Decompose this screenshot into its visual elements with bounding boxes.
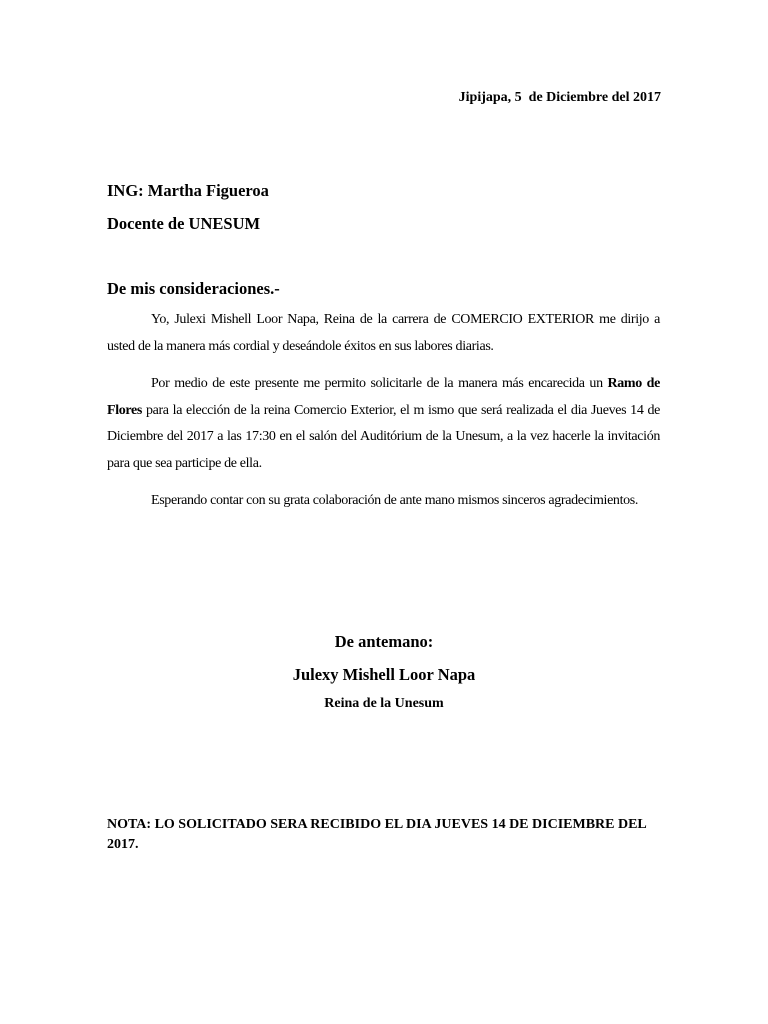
body-paragraph-1: Yo, Julexi Mishell Loor Napa, Reina de la carrera de COMERCIO EXTERIOR me dirijo a usted de la manera más cordial y deseándole éxitos en sus labores diarias. (107, 312, 660, 354)
letter-date: Jipijapa, 5 de Diciembre del 2017 (458, 90, 661, 105)
recipient-name: ING: Martha Figueroa (107, 181, 269, 200)
closing-phrase: De antemano: (334, 632, 434, 651)
recipient-title: Docente de UNESUM (107, 214, 261, 233)
signer-name: Julexy Mishell Loor Napa (292, 665, 476, 684)
ramo-de-flores-highlight: Ramo de Flores (107, 376, 660, 418)
paragraph-2-rest: para la elección de la reina Comercio Exterior, el m ismo que será realizada el dia Jueves 14 de Diciembre del 2017 a las 17:30 en el salón del Auditórium de la Unesum, a la vez hacerle la invitación para que sea participe de ella. (107, 402, 660, 471)
salutation: De mis consideraciones.- (107, 279, 280, 298)
signer-role: Reina de la Unesum (324, 696, 444, 711)
body-paragraph-2 (107, 371, 660, 477)
paragraph-2-intro: Por medio de este presente me permito solicitarle de la manera más encarecida un (151, 376, 608, 391)
note: NOTA: LO SOLICITADO SERA RECIBIDO EL DIA JUEVES 14 DE DICIEMBRE DEL 2017. (107, 817, 646, 852)
body-paragraph-3: Esperando contar con su grata colaboración de ante mano mismos sinceros agradecimientos. (151, 493, 639, 508)
